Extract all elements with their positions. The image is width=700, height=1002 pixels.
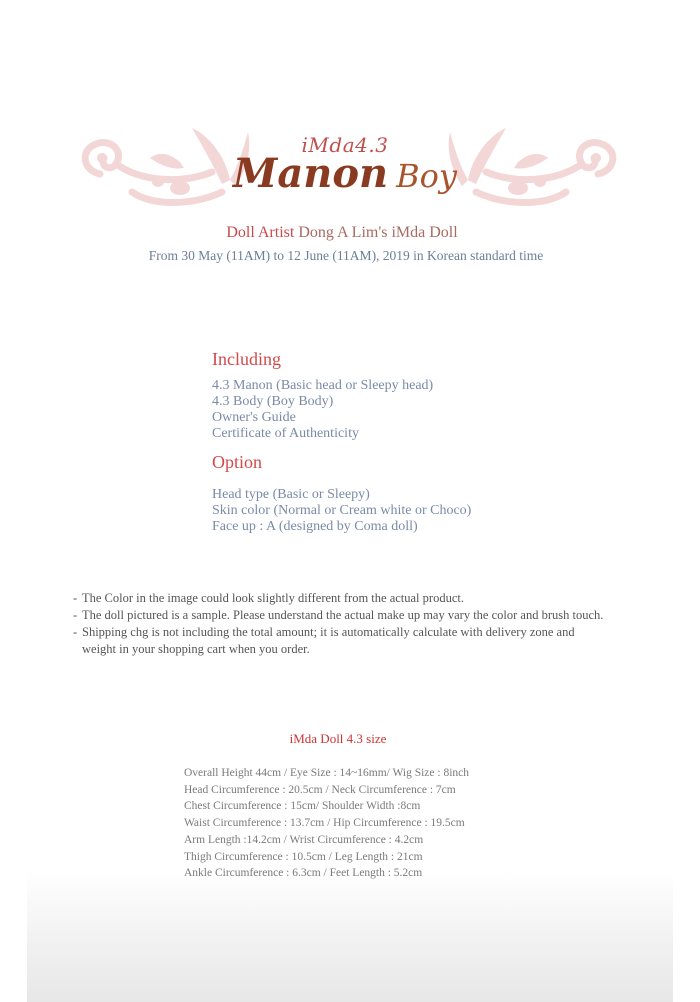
artist-brand: Dong A Lim's iMda Doll [298,224,458,241]
option-list [212,487,471,535]
including-list [212,378,433,442]
size-title: iMda Doll 4.3 size [289,731,387,746]
notes-block [73,590,673,658]
product-title-name: Manon [233,150,389,197]
option-section [212,452,471,535]
size-row: Chest Circumference : 15cm/ Shoulder Width :8cm [184,800,421,813]
list-item: Skin color (Normal or Cream white or Choco) [212,503,472,518]
artist-label: Doll Artist [226,224,299,241]
product-title-type: Boy [396,157,457,195]
option-heading: Option [212,452,263,472]
list-item: Head type (Basic or Sleepy) [212,487,370,502]
list-item: Owner's Guide [212,410,296,425]
bottom-gradient-panel [27,870,673,1002]
size-row: Arm Length :14.2cm / Wrist Circumference : 4.2cm [184,833,424,846]
size-row: Overall Height 44cm / Eye Size : 14~16mm/ Wig Size : 8inch [184,767,470,779]
artist-subtitle [0,224,684,242]
note-dash: - [73,608,78,622]
note-line [73,624,673,641]
note-dash: - [73,591,78,605]
note-dash: - [73,625,78,639]
including-heading: Including [212,349,281,369]
note-text: The doll pictured is a sample. Please understand the actual make up may vary the color and brush touch. [82,608,604,622]
including-section [212,349,433,442]
sale-period: From 30 May (11AM) to 12 June (11AM), 2019 in Korean standard time [148,248,544,263]
size-list [184,765,469,882]
product-title [0,150,690,197]
size-row: Waist Circumference : 13.7cm / Hip Circumference : 19.5cm [184,817,465,830]
size-row: Ankle Circumference : 6.3cm / Feet Length : 5.2cm [184,867,423,880]
model-label: iMda4.3 [301,133,389,157]
size-row: Thigh Circumference : 10.5cm / Leg Length : 21cm [184,850,423,863]
list-item: 4.3 Manon (Basic head or Sleepy head) [212,378,434,393]
size-row: Head Circumference : 20.5cm / Neck Circumference : 7cm [184,783,456,796]
note-text: Shipping chg is not including the total amount; it is automatically calculate with delivery zone and [82,625,575,639]
note-continuation: weight in your shopping cart when you order. [82,642,310,656]
note-line [73,607,673,624]
list-item: 4.3 Body (Boy Body) [212,394,334,409]
note-line [73,590,673,607]
list-item: Face up : A (designed by Coma doll) [212,519,418,534]
list-item: Certificate of Authenticity [212,426,359,441]
note-text: The Color in the image could look slightly different from the actual product. [82,591,464,605]
